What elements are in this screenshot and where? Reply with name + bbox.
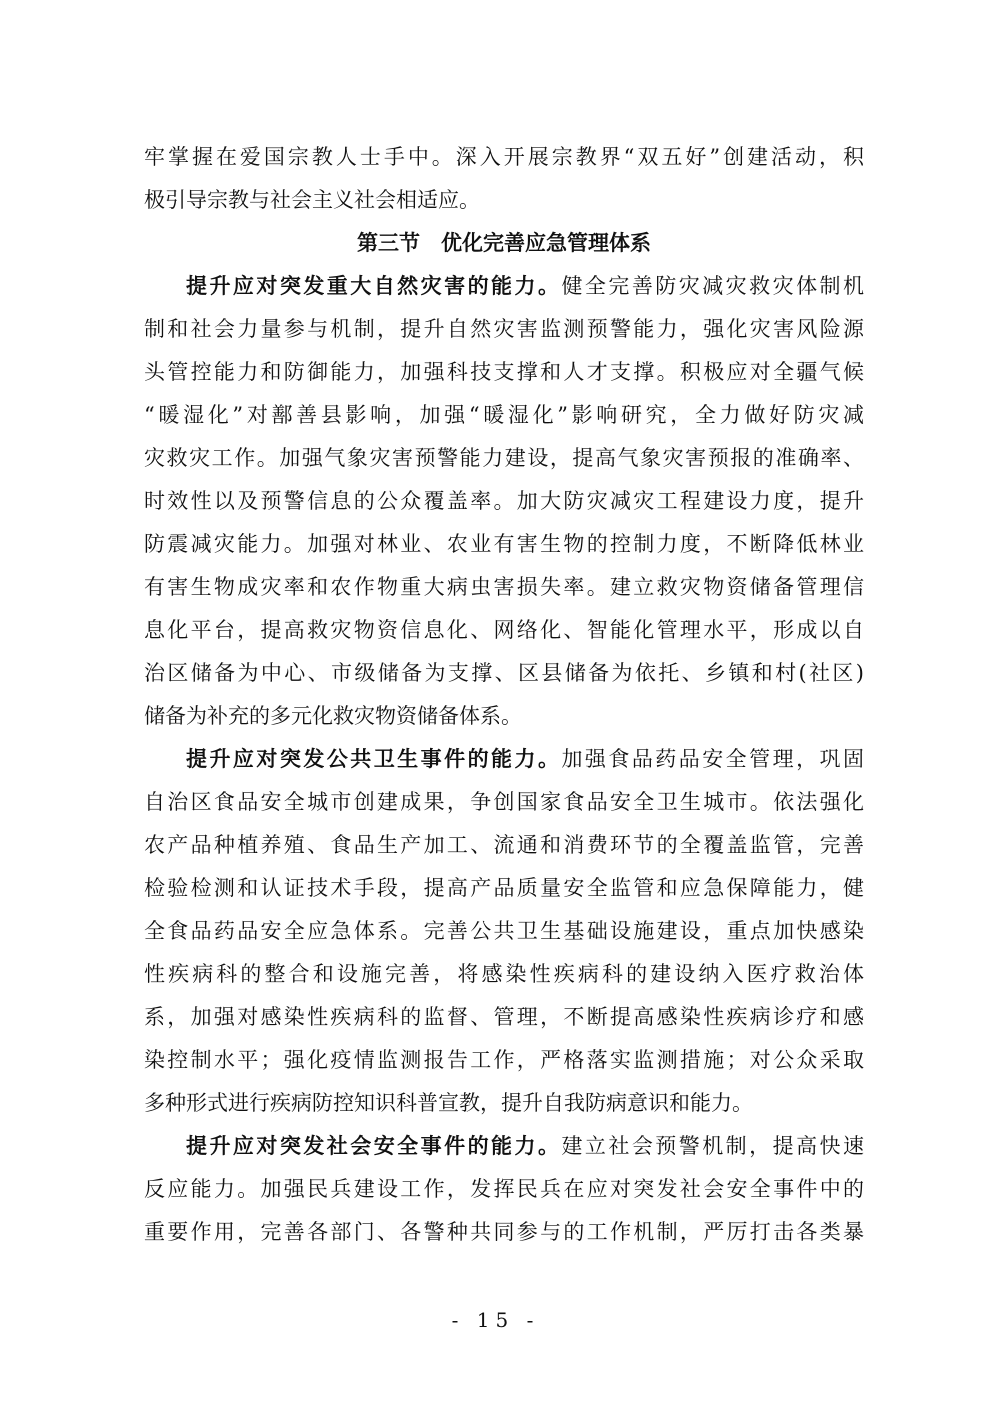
- paragraph-text: 健全完善防灾减灾救灾体制机: [561, 274, 865, 298]
- paragraph-lead: 提升应对突发社会安全事件的能力。: [186, 1134, 562, 1158]
- body-line: 农产品种植养殖、食品生产加工、流通和消费环节的全覆盖监管，完善: [144, 833, 864, 857]
- body-line: 性疾病科的整合和设施完善，将感染性疾病科的建设纳入医疗救治体: [144, 962, 864, 986]
- body-line: 重要作用，完善各部门、各警种共同参与的工作机制，严厉打击各类暴: [144, 1220, 864, 1244]
- paragraph-first-line: [144, 1125, 864, 1168]
- body-line: “暖湿化”对鄯善县影响，加强“暖湿化”影响研究，全力做好防灾减: [144, 403, 864, 427]
- body-line: 检验检测和认证技术手段，提高产品质量安全监管和应急保障能力，健: [144, 876, 864, 900]
- paragraph-first-line: [144, 738, 864, 781]
- body-line: 极引导宗教与社会主义社会相适应。: [144, 188, 480, 212]
- body-line: 有害生物成灾率和农作物重大病虫害损失率。建立救灾物资储备管理信: [144, 575, 864, 599]
- body-line: 染控制水平；强化疫情监测报告工作，严格落实监测措施；对公众采取: [144, 1048, 864, 1072]
- body-line: 牢掌握在爱国宗教人士手中。深入开展宗教界“双五好”创建活动，积: [144, 145, 864, 169]
- section-title: 第三节 优化完善应急管理体系: [357, 231, 651, 255]
- body-line: 防震减灾能力。加强对林业、农业有害生物的控制力度，不断降低林业: [144, 532, 864, 556]
- body-line: 制和社会力量参与机制，提升自然灾害监测预警能力，强化灾害风险源: [144, 317, 864, 341]
- body-line: 储备为补充的多元化救灾物资储备体系。: [144, 704, 522, 728]
- body-line: 时效性以及预警信息的公众覆盖率。加大防灾减灾工程建设力度，提升: [144, 489, 864, 513]
- body-line: 治区储备为中心、市级储备为支撑、区县储备为依托、乡镇和村(社区): [144, 661, 864, 685]
- page-content: [144, 136, 864, 1254]
- paragraph-lead: 提升应对突发重大自然灾害的能力。: [186, 274, 562, 298]
- page-number: - 15 -: [451, 1308, 540, 1332]
- paragraph-text: 加强食品药品安全管理，巩固: [561, 747, 865, 771]
- body-line: 自治区食品安全城市创建成果，争创国家食品安全卫生城市。依法强化: [144, 790, 864, 814]
- body-line: 头管控能力和防御能力，加强科技支撑和人才支撑。积极应对全疆气候: [144, 360, 864, 384]
- paragraph-text: 建立社会预警机制，提高快速: [561, 1134, 865, 1158]
- body-line: 灾救灾工作。加强气象灾害预警能力建设，提高气象灾害预报的准确率、: [144, 446, 864, 470]
- paragraph-first-line: [144, 265, 864, 308]
- body-line: 全食品药品安全应急体系。完善公共卫生基础设施建设，重点加快感染: [144, 919, 864, 943]
- body-line: 系，加强对感染性疾病科的监督、管理，不断提高感染性疾病诊疗和感: [144, 1005, 864, 1029]
- body-line: 多种形式进行疾病防控知识科普宣教，提升自我防病意识和能力。: [144, 1091, 753, 1115]
- paragraph-lead: 提升应对突发公共卫生事件的能力。: [186, 747, 562, 771]
- body-line: 息化平台，提高救灾物资信息化、网络化、智能化管理水平，形成以自: [144, 618, 864, 642]
- body-line: 反应能力。加强民兵建设工作，发挥民兵在应对突发社会安全事件中的: [144, 1177, 864, 1201]
